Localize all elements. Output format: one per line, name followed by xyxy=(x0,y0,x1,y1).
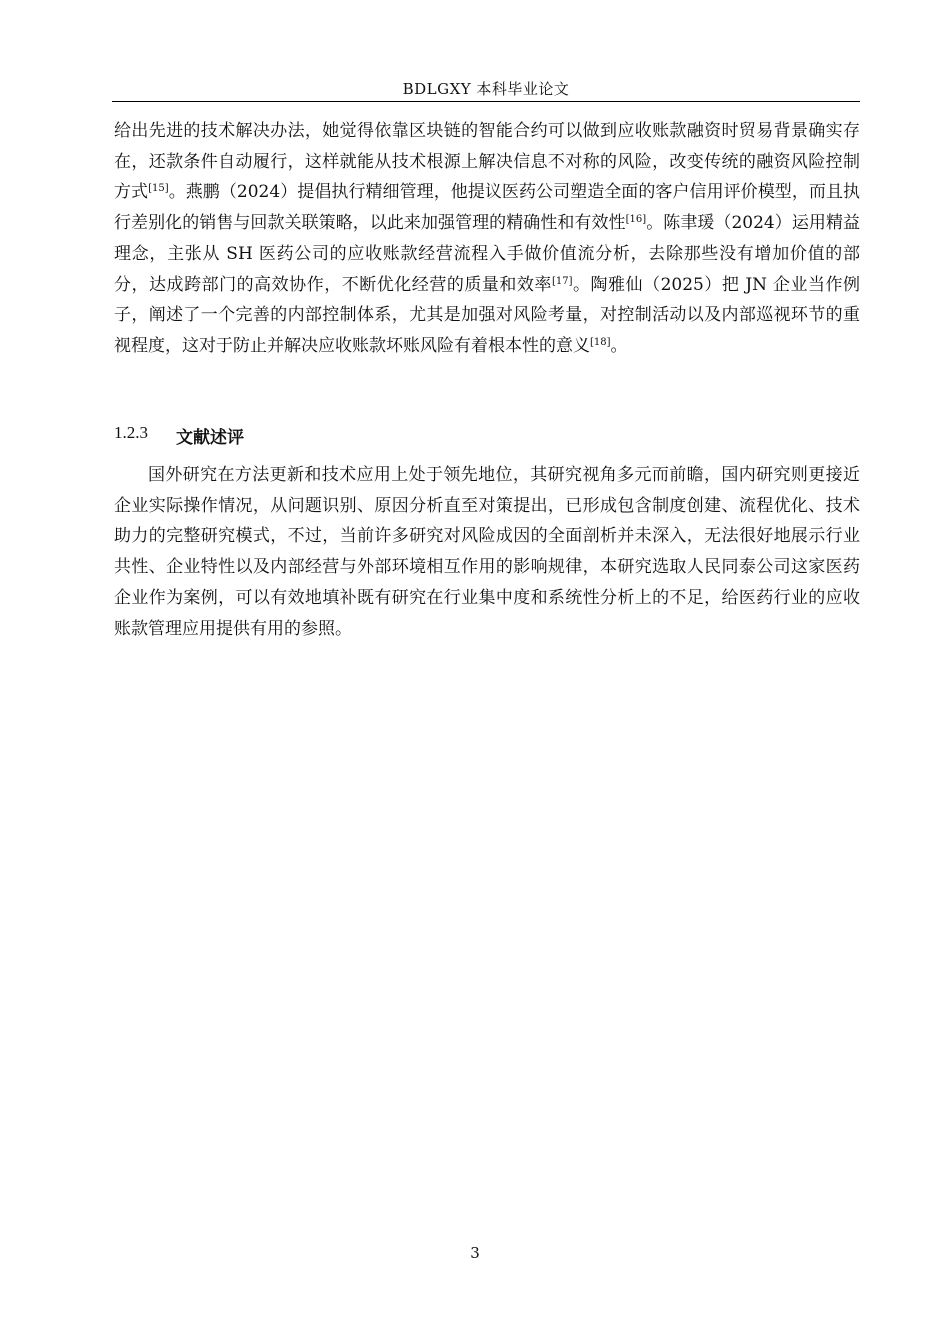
paragraph-1-text-5: 。 xyxy=(610,335,628,356)
body-paragraph-2: 国外研究在方法更新和技术应用上处于领先地位，其研究视角多元而前瞻，国内研究则更接近企业实际操作情况，从问题识别、原因分析直至对策提出，已形成包含制度创建、流程优化、技术助力的完整研究模式，不过，当前许多研究对风险成因的全面剖析并未深入，无法很好地展示行业共性、企业特性以及内部经营与外部环境相互作用的影响规律，本研究选取人民同泰公司这家医药企业作为案例，可以有效地填补既有研究在行业集中度和系统性分析上的不足，给医药行业的应收账款管理应用提供有用的参照。 xyxy=(114,465,860,639)
paragraph-1-text-1: 给出先进的技术解决办法，她觉得依靠区块链的智能合约可以做到应收账款融资时贸易背景确实存在，还款条件自动履行，这样就能从技术根源上解决信息不对称的风险，改变传统的融资风险控制方式 xyxy=(114,121,860,203)
citation-18: [18] xyxy=(590,336,611,348)
section-number: 1.2.3 xyxy=(114,423,148,442)
paragraph-1-text-2: 。燕鹏（2024）提倡执行精细管理，他提议医药公司塑造全面的客户信用评价模型，而且执行差别化的销售与回款关联策略，以此来加强管理的精确性和有效性 xyxy=(114,182,860,234)
section-heading xyxy=(114,423,244,448)
citation-16: [16] xyxy=(625,214,647,226)
citation-15: [15] xyxy=(148,183,169,195)
section-title: 文献述评 xyxy=(176,428,244,448)
header-rule xyxy=(112,101,860,102)
body-paragraph-1 xyxy=(114,116,860,362)
running-header: BDLGXY 本科毕业论文 xyxy=(402,80,570,98)
paragraph-1-text-4: 。陶雅仙（2025）把 JN 企业当作例子，阐述了一个完善的内部控制体系，尤其是加强对风险考量，对控制活动以及内部巡视环节的重视程度，这对于防止并解决应收账款坏账风险有着根本性的意义 xyxy=(114,274,861,356)
page-number: 3 xyxy=(470,1244,480,1262)
paragraph-1-text-3: 。陈聿瑗（2024）运用精益理念，主张从 SH 医药公司的应收账款经营流程入手做价值流分析，去除那些没有增加价值的部分，达成跨部门的高效协作，不断优化经营的质量和效率 xyxy=(114,213,861,295)
citation-17: [17] xyxy=(551,275,573,287)
